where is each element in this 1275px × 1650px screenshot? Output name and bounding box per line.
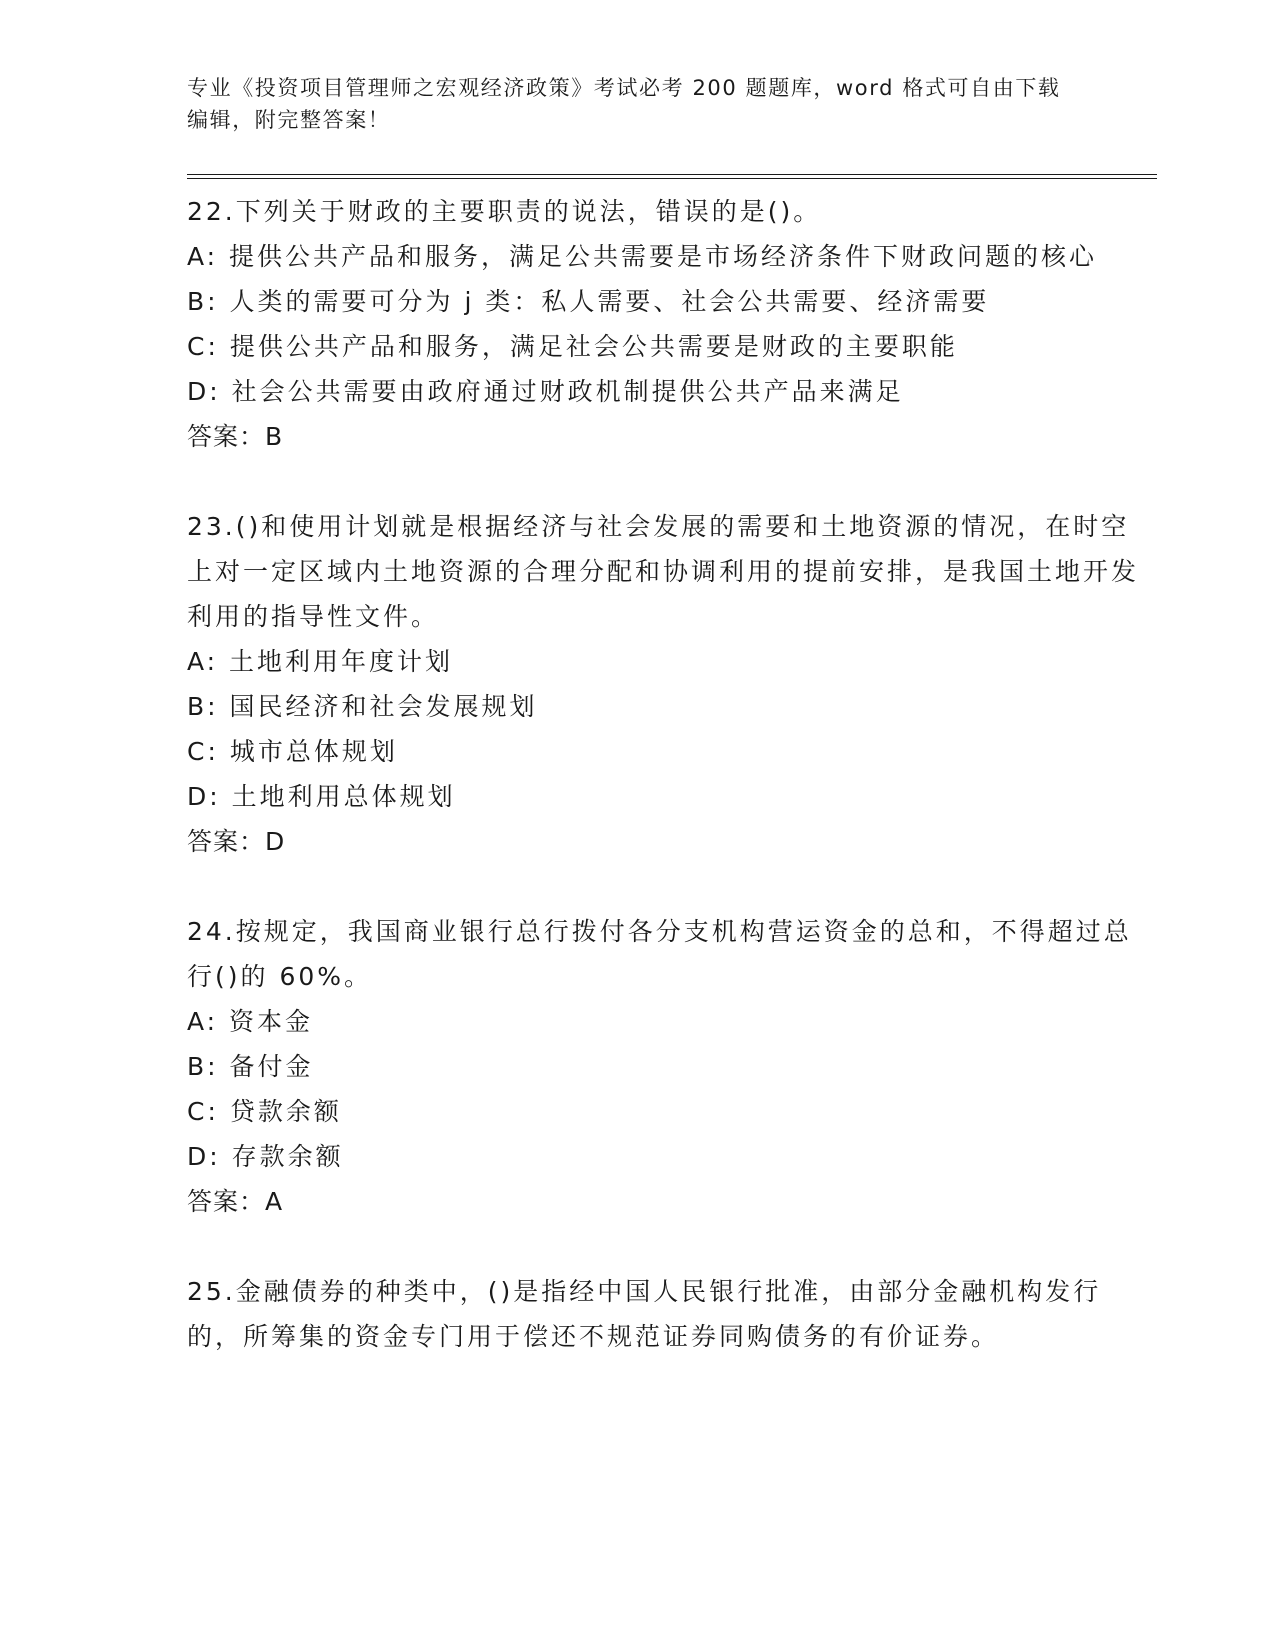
- spacer: [187, 864, 1157, 909]
- option-b: B: 国民经济和社会发展规划: [187, 692, 538, 721]
- question-stem: 23.()和使用计划就是根据经济与社会发展的需要和土地资源的情况，在时空上对一定区域内土地资源的合理分配和协调利用的提前安排，是我国土地开发利用的指导性文件。: [187, 512, 1140, 631]
- option-a: A: 资本金: [187, 1007, 314, 1036]
- answer: 答案：A: [187, 1187, 284, 1216]
- document-page: [187, 72, 1157, 1359]
- question-stem: 22.下列关于财政的主要职责的说法，错误的是()。: [187, 197, 822, 226]
- option-d: D: 存款余额: [187, 1142, 344, 1171]
- option-b: B: 备付金: [187, 1052, 314, 1081]
- option-a: A: 提供公共产品和服务，满足公共需要是市场经济条件下财政问题的核心: [187, 242, 1098, 271]
- spacer: [187, 459, 1157, 504]
- answer: 答案：B: [187, 422, 284, 451]
- option-c: C: 提供公共产品和服务，满足社会公共需要是财政的主要职能: [187, 332, 958, 361]
- option-d: D: 社会公共需要由政府通过财政机制提供公共产品来满足: [187, 377, 904, 406]
- question-24: [187, 909, 1157, 1224]
- question-stem: 25.金融债券的种类中，()是指经中国人民银行批准，由部分金融机构发行的，所筹集的资金专门用于偿还不规范证券同购债务的有价证券。: [187, 1277, 1102, 1351]
- option-b: B: 人类的需要可分为 j 类：私人需要、社会公共需要、经济需要: [187, 287, 990, 316]
- header-divider: [187, 174, 1157, 179]
- answer: 答案：D: [187, 827, 286, 856]
- question-25: [187, 1269, 1157, 1359]
- option-a: A: 土地利用年度计划: [187, 647, 454, 676]
- question-23: [187, 504, 1157, 864]
- question-22: [187, 189, 1157, 459]
- spacer: [187, 1224, 1157, 1269]
- question-stem: 24.按规定，我国商业银行总行拨付各分支机构营运资金的总和，不得超过总行()的 60%。: [187, 917, 1132, 991]
- option-c: C: 城市总体规划: [187, 737, 398, 766]
- document-intro: 专业《投资项目管理师之宏观经济政策》考试必考 200 题题库，word 格式可自由下载编辑，附完整答案！: [187, 76, 1061, 132]
- option-c: C: 贷款余额: [187, 1097, 342, 1126]
- option-d: D: 土地利用总体规划: [187, 782, 456, 811]
